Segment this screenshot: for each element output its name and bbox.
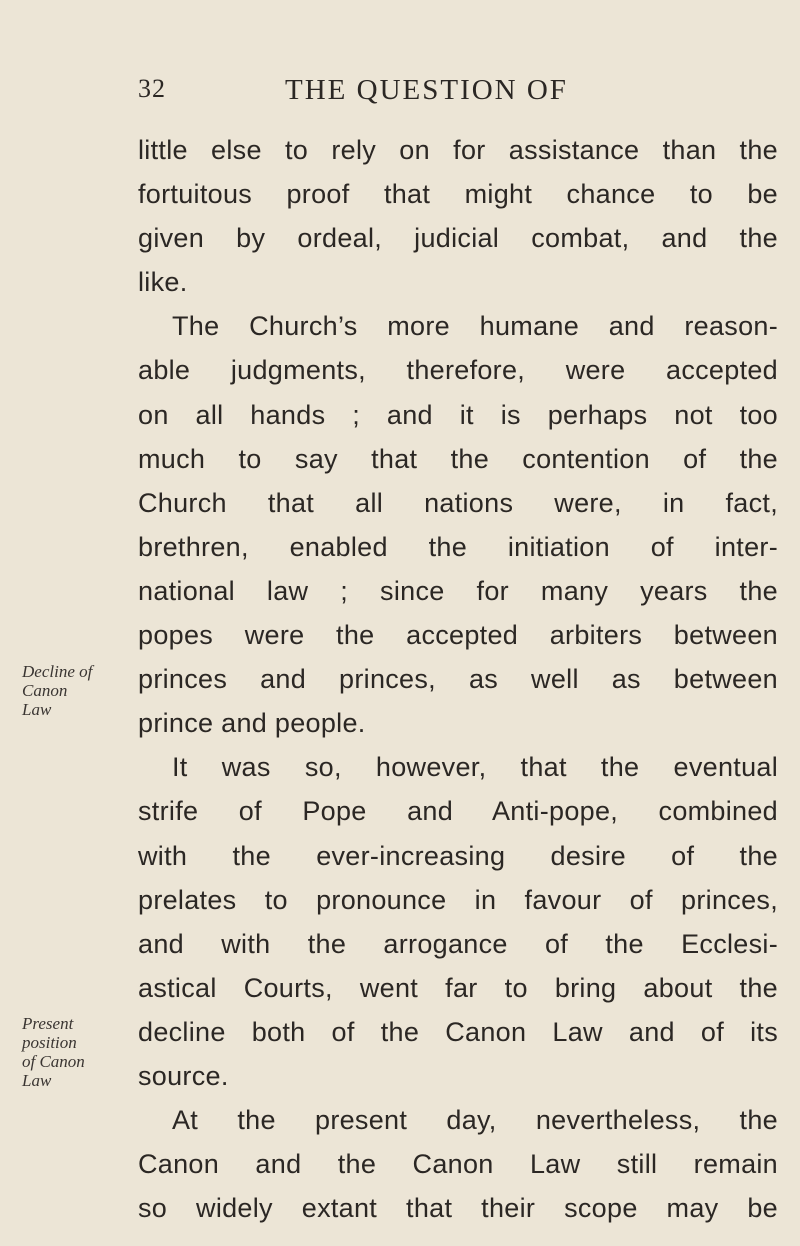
text-line: The Church’s more humane and reason-: [172, 311, 778, 342]
text-line: brethren, enabled the initiation of inter-: [138, 531, 778, 562]
body-text: [138, 128, 778, 1230]
text-line: decline both of the Canon Law and of its: [138, 1016, 778, 1047]
text-line: It was so, however, that the eventual: [172, 752, 778, 783]
text-line: national law ; since for many years the: [138, 575, 778, 606]
text-line: so widely extant that their scope may be: [138, 1193, 778, 1224]
sidenote-line: position: [22, 1033, 77, 1052]
text-line: prelates to pronounce in favour of princes,: [138, 884, 778, 915]
text-line: prince and people.: [138, 708, 366, 739]
text-line: and with the arrogance of the Ecclesi-: [138, 928, 778, 959]
text-line: Church that all nations were, in fact,: [138, 487, 778, 518]
sidenote-line: Law: [22, 1071, 52, 1090]
sidenote-line: Law: [22, 700, 52, 719]
sidenote-line: of Canon: [22, 1052, 85, 1071]
text-line: much to say that the contention of the: [138, 443, 778, 474]
text-line: Canon and the Canon Law still remain: [138, 1149, 778, 1180]
running-head: THE QUESTION OF: [285, 74, 568, 106]
sidenote-line: Decline of: [22, 662, 93, 681]
text-line: strife of Pope and Anti-pope, combined: [138, 796, 778, 827]
sidenote-line: Present: [22, 1014, 74, 1033]
page-header: [138, 74, 778, 124]
text-line: with the ever-increasing desire of the: [138, 840, 778, 871]
text-line: popes were the accepted arbiters between: [138, 620, 778, 651]
sidenote-line: Canon: [22, 681, 68, 700]
text-line: little else to rely on for assistance than the: [138, 135, 778, 165]
text-line: At the present day, nevertheless, the: [172, 1105, 778, 1136]
text-line: given by ordeal, judicial combat, and the: [138, 223, 778, 254]
text-line: able judgments, therefore, were accepted: [138, 355, 778, 386]
sidenote-decline-of-canon-law: [22, 662, 132, 719]
text-line: princes and princes, as well as between: [138, 664, 778, 695]
text-line: source.: [138, 1060, 229, 1091]
page-number: 32: [138, 74, 166, 103]
text-line: like.: [138, 267, 188, 298]
sidenote-present-position-of-canon-law: [22, 1014, 132, 1090]
text-line: on all hands ; and it is perhaps not too: [138, 399, 778, 430]
text-line: astical Courts, went far to bring about the: [138, 972, 778, 1003]
text-line: fortuitous proof that might chance to be: [138, 179, 778, 210]
